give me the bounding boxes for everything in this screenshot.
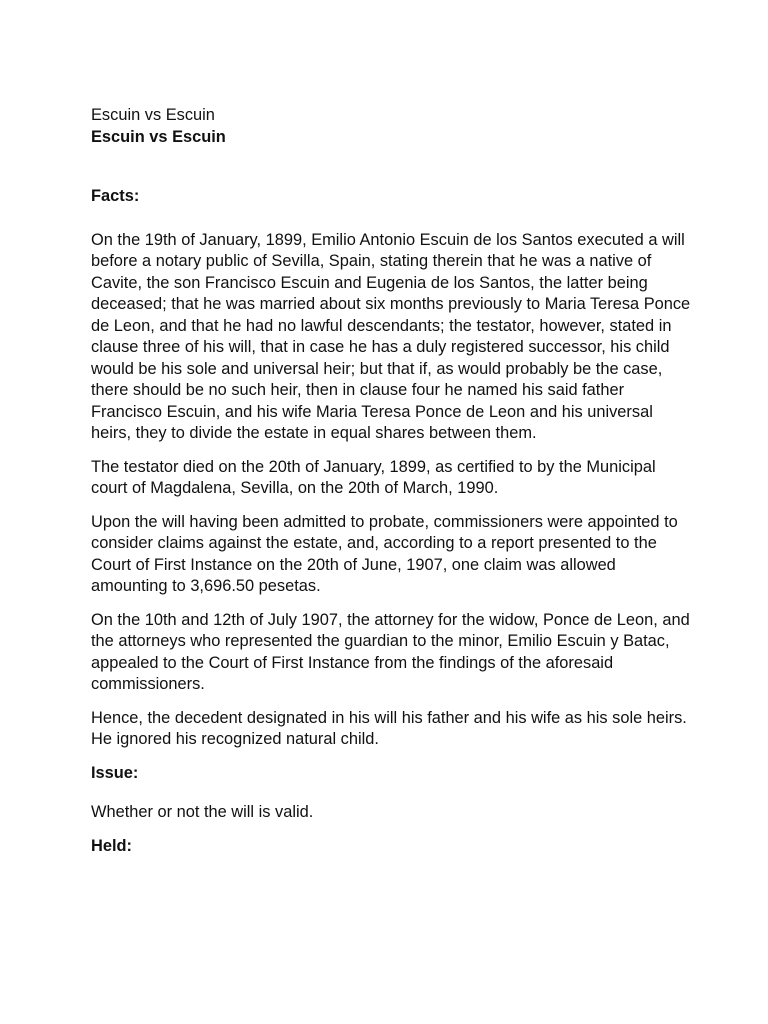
document-content	[91, 105, 691, 879]
issue-text: Whether or not the will is valid.	[91, 803, 314, 821]
facts-heading: Facts:	[91, 187, 140, 205]
facts-paragraph: Hence, the decedent designated in his will his father and his wife as his sole heirs. He ignored his recognized natural child.	[91, 708, 687, 748]
facts-paragraph: The testator died on the 20th of January, 1899, as certified to by the Municipal court of Magdalena, Sevilla, on the 20th of March, 1990.	[91, 457, 656, 497]
facts-paragraph: Upon the will having been admitted to probate, commissioners were appointed to consider claims against the estate, and, according to a report presented to the Court of First Instance on the 20th of June, 1907, one claim was allowed amounting to 3,696.50 pesetas.	[91, 512, 678, 595]
held-heading: Held:	[91, 836, 132, 855]
issue-heading: Issue:	[91, 763, 139, 782]
facts-paragraph: On the 19th of January, 1899, Emilio Antonio Escuin de los Santos executed a will before a notary public of Sevilla, Spain, stating therein that he was a native of Cavite, the son Francisco Escuin and Eugenia de los Santos, the latter being deceased; that he was married about six months previously to Maria Teresa Ponce de Leon, and that he had no lawful descendants; the testator, however, stated in clause three of his will, that in case he has a duly registered successor, his child would be his sole and universal heir; but that if, as would probably be the case, there should be no such heir, then in clause four he named his said father Francisco Escuin, and his wife Maria Teresa Ponce de Leon and his universal heirs, they to divide the estate in equal shares between them.	[91, 230, 691, 442]
document-title: Escuin vs Escuin	[91, 127, 226, 146]
facts-paragraph: On the 10th and 12th of July 1907, the attorney for the widow, Ponce de Leon, and the attorneys who represented the guardian to the minor, Emilio Escuin y Batac, appealed to the Court of First Instance from the findings of the aforesaid commissioners.	[91, 610, 690, 693]
document-title-plain: Escuin vs Escuin	[91, 106, 215, 124]
